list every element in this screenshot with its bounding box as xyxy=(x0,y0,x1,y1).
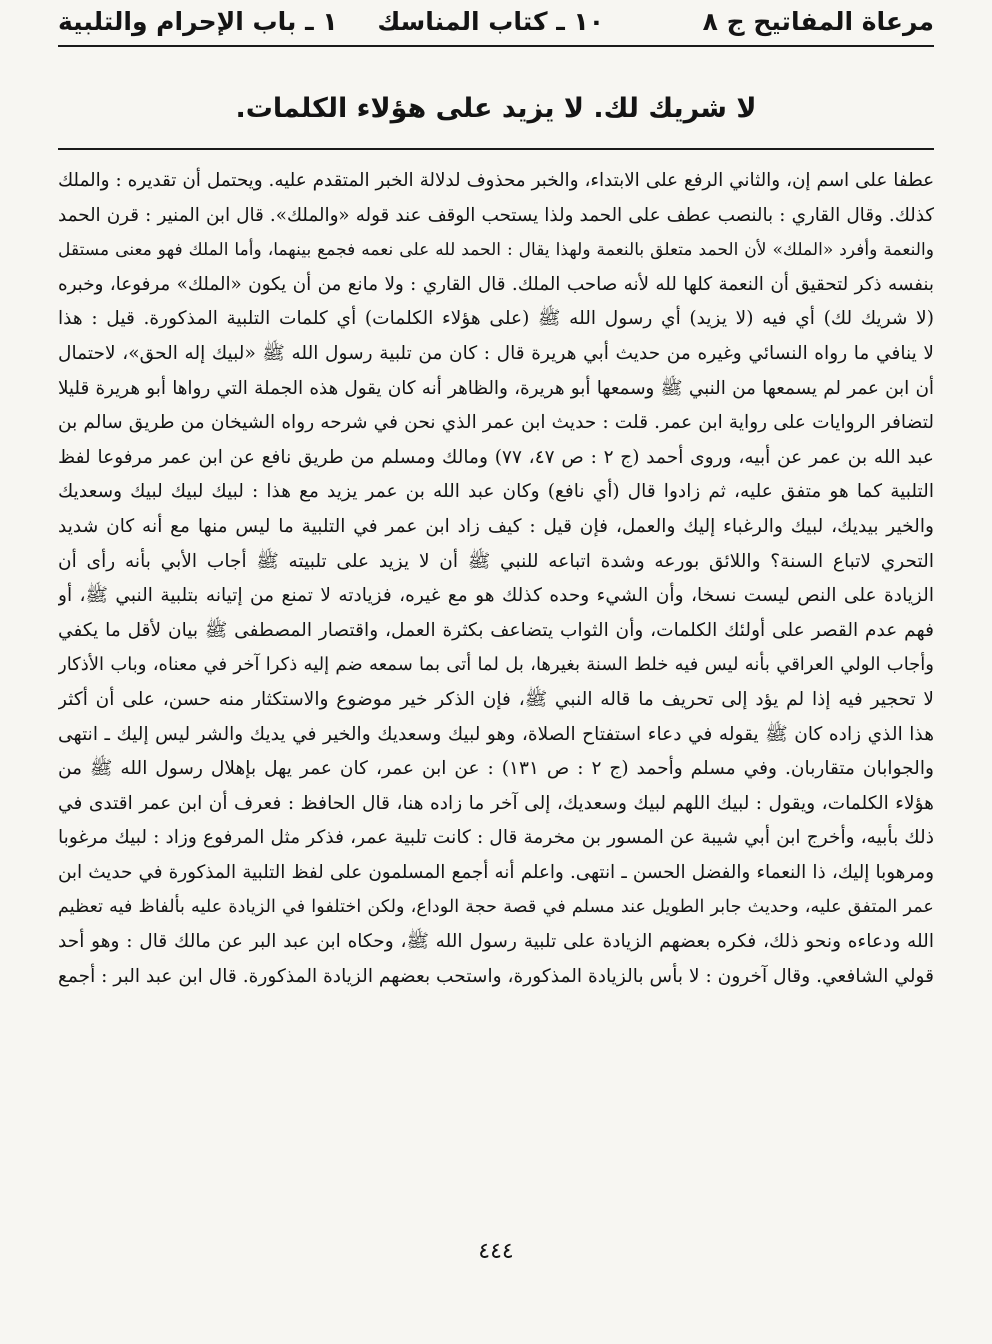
text-line: والخير بيديك، لبيك والرغباء إليك والعمل، فإن قيل : كيف زاد ابن عمر في التلبية ما ليس منها مع أنه كان شديد xyxy=(58,515,934,537)
running-header xyxy=(58,2,934,42)
text-line: لا تحجير فيه إذا لم يؤد إلى تحريف ما قاله النبي ﷺ، فإن الذكر خير موضوع والاستكثار منه حسن، على أن أكثر xyxy=(58,688,934,710)
text-line: لا ينافي ما رواه النسائي وغيره من حديث أبي هريرة قال : كان من تلبية رسول الله ﷺ «لبيك إله الحق»، لاحتمال xyxy=(58,342,934,364)
text-line: وأجاب الولي العراقي بأنه ليس فيه خلط السنة بغيرها، بل لما أتى بما سمعه ضم إليه ذكرا آخر في معناه، وباب الأذكار xyxy=(58,654,934,676)
header-section: ١ ـ باب الإحرام والتلبية xyxy=(58,7,338,36)
header-divider xyxy=(58,45,934,47)
text-line: بنفسه ذكر لتحقيق أن النعمة كلها لله لأنه صاحب الملك. قال القاري : ولا مانع من أن يكون «الملك» مرفوعا، وخبره xyxy=(58,273,934,295)
header-chapter: ١٠ ـ كتاب المناسك xyxy=(377,7,604,36)
page-number: ٤٤٤ xyxy=(478,1239,514,1264)
text-line: هؤلاء الكلمات، ويقول : لبيك اللهم لبيك وسعديك، إلى آخر ما زاده هنا، قال الحافظ : فعرف أن ابن عمر اقتدى في xyxy=(58,792,934,814)
text-line: والنعمة وأفرد «الملك» لأن الحمد متعلق بالنعمة ولهذا يقال : الحمد لله على نعمه فجمع بينهما، وأما الملك فهو معنى مستقل xyxy=(58,240,934,261)
text-line: عطفا على اسم إن، والثاني الرفع على الابتداء، والخبر محذوف لدلالة الخبر المتقدم عليه. ويحتمل أن تقديره : والملك xyxy=(58,170,934,191)
text-line: كذلك. وقال القاري : بالنصب عطف على الحمد ولذا يستحب الوقف عند قوله «والملك». قال ابن المنير : قرن الحمد xyxy=(58,204,934,226)
text-line: ومرهوبا إليك، ذا النعماء والفضل الحسن ـ انتهى. واعلم أنه أجمع المسلمون على لفظ التلبية المذكورة في حديث ابن xyxy=(58,861,934,883)
text-line: التلبية كما هو متفق عليه، ثم زادوا قال (أي نافع) وكان عبد الله بن عمر يزيد مع هذا : لبيك لبيك لبيك وسعديك xyxy=(58,481,934,503)
text-line: أن ابن عمر لم يسمعها من النبي ﷺ وسمعها أبو هريرة، والظاهر أنه كان يقول هذه الجملة التي رواها أبو هريرة قليلا xyxy=(58,377,934,399)
hadith-text: لا شريك لك. لا يزيد على هؤلاء الكلمات. xyxy=(235,93,757,124)
text-line: التحري لاتباع السنة؟ واللائق بورعه وشدة اتباعه للنبي ﷺ أن لا يزيد على تلبيته ﷺ أجاب الأبي بأنه رأى أن xyxy=(58,550,934,572)
text-line: لتضافر الروايات على رواية ابن عمر. قلت : حديث ابن عمر الذي نحن في شرحه رواه الشيخان من طريق سالم بن xyxy=(58,412,934,434)
text-line: ذلك بأبيه، وأخرج ابن أبي شيبة عن المسور بن مخرمة قال : كانت تلبية عمر، فذكر مثل المرفوع وزاد : لبيك مرغوبا xyxy=(58,827,934,849)
text-line: (لا شريك لك) أي فيه (لا يزيد) أي رسول الله ﷺ (على هؤلاء الكلمات) أي كلمات التلبية المذكورة. قيل : هذا xyxy=(58,308,934,330)
commentary-divider xyxy=(58,148,934,150)
text-line: فهم عدم القصر على أولئك الكلمات، وأن الثواب يتضاعف بكثرة العمل، واقتصار المصطفى ﷺ بيان لأقل ما يكفي xyxy=(58,619,934,641)
commentary-body xyxy=(58,164,934,1204)
text-line: عمر المتفق عليه، وحديث جابر الطويل عند مسلم في قصة حجة الوداع، ولكن اختلفوا في الزيادة عليه بألفاظ فيه تعظيم xyxy=(58,897,934,918)
text-line: هذا الذي زاده كان ﷺ يقوله في دعاء استفتاح الصلاة، وهو لبيك وسعديك والخير في يديك والشر ليس إليك ـ انتهى xyxy=(58,723,934,745)
text-line: الزيادة على النص ليست نسخا، وأن الشيء وحده كذلك هو مع غيره، فزيادته لا تمنع من إتيانه بتلبية النبي ﷺ، أو xyxy=(58,585,934,607)
text-line: عبد الله بن عمر عن أبيه، وروى أحمد (ج ٢ : ص ٤٧، ٧٧) ومالك ومسلم من طريق نافع عن ابن عمر مرفوعا لفظ xyxy=(58,446,934,468)
text-line: قولي الشافعي. وقال آخرون : لا بأس بالزيادة المذكورة، واستحب بعضهم الزيادة المذكورة. قال ابن عبد البر : أجمع xyxy=(58,965,934,987)
text-line: والجوابان متقاربان. وفي مسلم وأحمد (ج ٢ : ص ١٣١) : عن ابن عمر، كان عمر يهل بإهلال رسول الله ﷺ من xyxy=(58,758,934,780)
header-book-title: مرعاة المفاتيح ج ٨ xyxy=(702,7,934,36)
text-line: الله ودعاءه ونحو ذلك، فكره بعضهم الزيادة على تلبية رسول الله ﷺ، وحكاه ابن عبد البر عن مالك قال : وهو أحد xyxy=(58,931,934,953)
